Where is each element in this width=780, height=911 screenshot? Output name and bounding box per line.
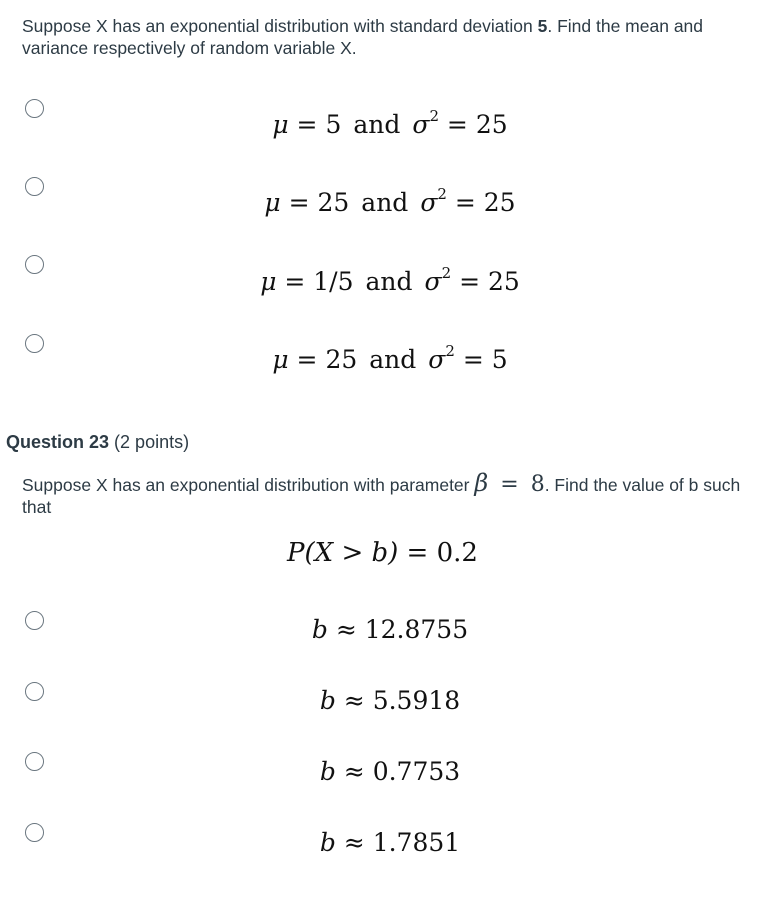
probability-condition: P(X > b) = 0.2 — [287, 538, 478, 568]
equals-sign: = — [500, 472, 519, 497]
q23-option-3-formula: b ≈ 0.7753 — [319, 757, 461, 786]
prompt-text-start: Suppose X has an exponential distribution with parameter — [22, 475, 475, 495]
prompt-text-end: . Find the value of b such that — [22, 475, 741, 517]
option-b-value: 1.7851 — [372, 828, 461, 857]
option-mu-value: 1/5 — [313, 267, 354, 296]
question-23-header — [6, 432, 189, 453]
option-and-word: and — [369, 345, 417, 374]
option-and-word: and — [353, 110, 401, 139]
option-sigma2-value: 5 — [491, 345, 508, 374]
option-mu-value: 25 — [325, 345, 358, 374]
option-b-value: 12.8755 — [364, 615, 469, 644]
prompt-std-dev-value: 5 — [537, 16, 548, 36]
question-points: (2 points) — [114, 432, 190, 452]
q23-option-2-formula: b ≈ 5.5918 — [319, 686, 461, 715]
beta-symbol: β — [474, 469, 489, 497]
option-sigma2-value: 25 — [483, 188, 516, 217]
option-mu-value: 25 — [317, 188, 350, 217]
prompt-text-end: . Find the mean and variance respectively of random variable X. — [22, 16, 704, 58]
prompt-text-start: Suppose X has an exponential distribution with standard deviation — [22, 16, 538, 36]
q23-option-4-formula: b ≈ 1.7851 — [319, 828, 461, 857]
option-b-value: 5.5918 — [372, 686, 461, 715]
condition-rhs: 0.2 — [436, 538, 478, 568]
option-sigma2-value: 25 — [475, 110, 508, 139]
q22-option-3-formula: μ = 1/5 and $\sigma^2 = 25$ — [260, 264, 520, 296]
q23-option-1-formula: b ≈ 12.8755 — [311, 615, 469, 644]
option-and-word: and — [361, 188, 409, 217]
option-and-word: and — [365, 267, 413, 296]
condition-lhs: P(X > b) — [287, 538, 399, 568]
question-22-prompt — [22, 15, 744, 59]
q22-option-1-formula: μ = 5 and $\sigma^2 = 25$ — [272, 107, 508, 139]
q22-option-2-formula: μ = 25 and $\sigma^2 = 25$ — [264, 185, 516, 217]
option-b-value: 0.7753 — [372, 757, 461, 786]
q22-option-4-formula: μ = 25 and $\sigma^2 = 5$ — [272, 342, 508, 374]
option-sigma2-value: 25 — [488, 267, 520, 296]
beta-value: 8 — [530, 472, 545, 497]
question-23-prompt — [22, 469, 744, 518]
question-number: Question 23 — [6, 432, 110, 452]
option-mu-value: 5 — [325, 110, 342, 139]
